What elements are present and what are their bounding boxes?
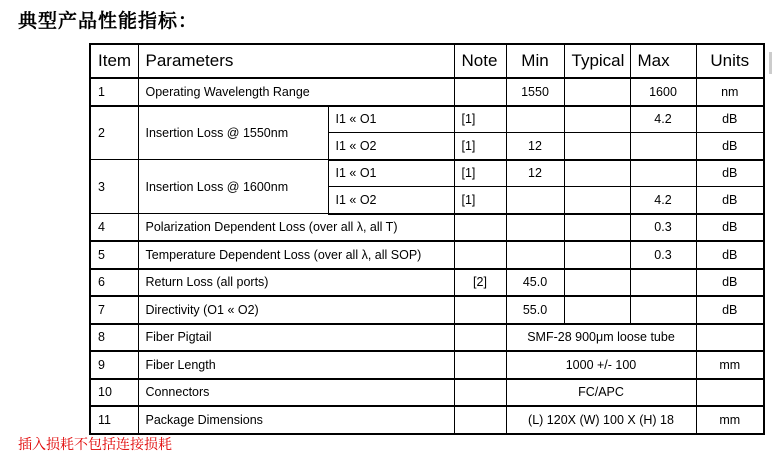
cell-max [630,269,696,297]
cell-parameter: Polarization Dependent Loss (over all λ, all T) [138,214,454,242]
cell-max: 4.2 [630,187,696,214]
cell-note [454,351,506,379]
cell-units: dB [696,296,764,324]
col-header-units: Units [696,44,764,78]
cell-note: [1] [454,187,506,214]
section-heading: 典型产品性能指标： [18,10,199,32]
cell-value: SMF-28 900μm loose tube [506,324,696,352]
cell-units [696,324,764,352]
cell-typical [564,187,630,214]
footnote: 插入损耗不包括连接损耗 [18,437,172,453]
cell-max [630,296,696,324]
cell-min: 1550 [506,78,564,106]
cell-min [506,214,564,242]
table-row [90,296,764,324]
cell-typical [564,133,630,160]
cell-units [696,379,764,407]
cell-max: 0.3 [630,241,696,269]
table-row [90,106,764,133]
cell-note [454,78,506,106]
cell-item: 8 [90,324,138,352]
cell-value: (L) 120X (W) 100 X (H) 18 [506,406,696,434]
spec-table [89,43,765,435]
cell-note: [1] [454,133,506,160]
cell-min: 55.0 [506,296,564,324]
cell-parameter: Return Loss (all ports) [138,269,454,297]
cell-parameter: Connectors [138,379,454,407]
cell-note: [1] [454,106,506,133]
cell-note [454,241,506,269]
col-header-typical: Typical [564,44,630,78]
cell-min: 12 [506,160,564,187]
cell-item: 11 [90,406,138,434]
cell-parameter: Package Dimensions [138,406,454,434]
cell-max [630,133,696,160]
table-row [90,214,764,242]
cell-units: dB [696,214,764,242]
cell-parameter: Insertion Loss @ 1550nm [138,106,328,160]
cell-item: 10 [90,379,138,407]
cell-note: [1] [454,160,506,187]
cell-max [630,160,696,187]
cell-max: 4.2 [630,106,696,133]
cell-sub-parameter: I1 « O1 [328,160,454,187]
cell-value: FC/APC [506,379,696,407]
cell-value: 1000 +/- 100 [506,351,696,379]
cell-min: 45.0 [506,269,564,297]
cell-item: 5 [90,241,138,269]
cell-units: mm [696,351,764,379]
cell-units: nm [696,78,764,106]
table-row [90,406,764,434]
cell-sub-parameter: I1 « O1 [328,106,454,133]
cell-item: 6 [90,269,138,297]
cell-typical [564,106,630,133]
col-header-max: Max [630,44,696,78]
cell-item: 3 [90,160,138,214]
col-header-item: Item [90,44,138,78]
cell-parameter: Operating Wavelength Range [138,78,454,106]
cell-max: 0.3 [630,214,696,242]
cell-units: dB [696,160,764,187]
cell-item: 4 [90,214,138,242]
cell-item: 2 [90,106,138,160]
cell-item: 7 [90,296,138,324]
cell-typical [564,214,630,242]
cell-parameter: Fiber Pigtail [138,324,454,352]
cell-note [454,406,506,434]
cell-note [454,379,506,407]
cell-sub-parameter: I1 « O2 [328,133,454,160]
cell-typical [564,269,630,297]
cell-typical [564,241,630,269]
cell-note [454,214,506,242]
cell-note [454,324,506,352]
table-row [90,160,764,187]
col-header-note: Note [454,44,506,78]
cell-units: mm [696,406,764,434]
cell-item: 9 [90,351,138,379]
cell-parameter: Insertion Loss @ 1600nm [138,160,328,214]
cell-note [454,296,506,324]
cell-parameter: Directivity (O1 « O2) [138,296,454,324]
cell-min [506,106,564,133]
cell-note: [2] [454,269,506,297]
table-row [90,241,764,269]
cell-sub-parameter: I1 « O2 [328,187,454,214]
col-header-parameters: Parameters [138,44,454,78]
cell-parameter: Fiber Length [138,351,454,379]
cell-typical [564,160,630,187]
table-row [90,324,764,352]
table-row [90,78,764,106]
cell-units: dB [696,269,764,297]
cell-units: dB [696,187,764,214]
cell-max: 1600 [630,78,696,106]
col-header-min: Min [506,44,564,78]
cell-item: 1 [90,78,138,106]
cell-typical [564,78,630,106]
cell-units: dB [696,241,764,269]
cell-parameter: Temperature Dependent Loss (over all λ, all SOP) [138,241,454,269]
cell-typical [564,296,630,324]
cell-min: 12 [506,133,564,160]
table-row [90,379,764,407]
table-row [90,351,764,379]
table-row [90,269,764,297]
cell-units: dB [696,133,764,160]
table-header-row [90,44,764,78]
cell-min [506,241,564,269]
cell-min [506,187,564,214]
cell-units: dB [696,106,764,133]
